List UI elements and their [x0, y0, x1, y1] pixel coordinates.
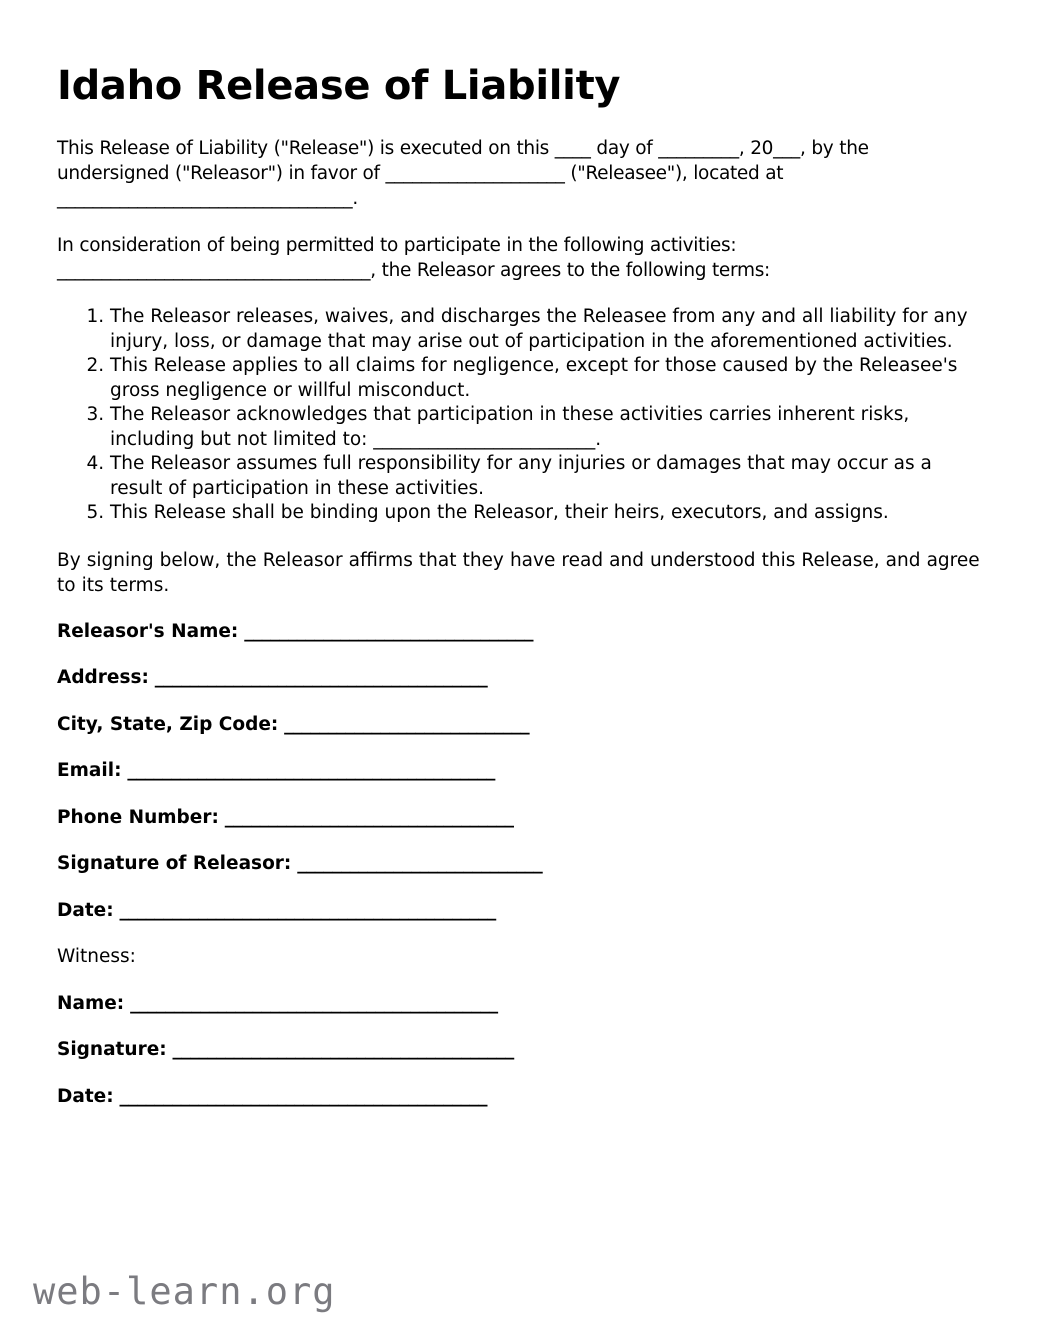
field-label: Signature of Releasor:: [57, 853, 292, 874]
field-label: Signature:: [57, 1039, 167, 1060]
consideration-paragraph: In consideration of being permitted to participate in the following activities: ___________________________________, the Releasor agrees to the following terms:: [57, 235, 770, 281]
field-label: Name:: [57, 992, 125, 1014]
field-email: [57, 759, 981, 783]
field-blank-line[interactable]: ____________________________: [284, 713, 530, 735]
field-city-state-zip: [57, 713, 981, 737]
field-witness-date: [57, 1085, 981, 1109]
field-address: [57, 666, 981, 690]
site-watermark: web-learn.org: [33, 1270, 336, 1313]
field-blank-line[interactable]: _________________________________: [224, 806, 514, 828]
field-label: Phone Number:: [57, 806, 219, 828]
intro-paragraph: This Release of Liability ("Release") is executed on this ____ day of _________, 20___, by the undersigned ("Releasor") in favor of ____________________ ("Releasee"), located at _________________________________.: [57, 138, 869, 209]
page-title: Idaho Release of Liability: [57, 63, 621, 109]
field-blank-line[interactable]: ___________________________________________: [119, 899, 496, 921]
witness-section-heading: Witness:: [57, 946, 136, 967]
field-signature-of-releasor: [57, 852, 981, 876]
list-item: 3. The Releasor acknowledges that participation in these activities carries inherent risks, including but not limited to: ________________________.: [110, 403, 981, 452]
field-label: Email:: [57, 760, 122, 781]
field-releasor-name: [57, 620, 981, 644]
field-phone-number: [57, 806, 981, 830]
field-blank-line[interactable]: _________________________________: [244, 620, 533, 642]
field-blank-line[interactable]: __________________________________________: [119, 1085, 488, 1107]
list-item: 5. This Release shall be binding upon the Releasor, their heirs, executors, and assigns.: [110, 501, 981, 526]
field-label: City, State, Zip Code:: [57, 713, 279, 735]
field-label: Address:: [57, 667, 149, 688]
field-label: Releasor's Name:: [57, 620, 239, 642]
field-label: Date:: [57, 899, 114, 921]
field-blank-line[interactable]: __________________________________________: [130, 992, 498, 1014]
list-item: 2. This Release applies to all claims for negligence, except for those caused by the Releasee's gross negligence or willful misconduct.: [110, 354, 981, 403]
field-witness-name: [57, 992, 981, 1016]
field-label: Date:: [57, 1085, 114, 1107]
field-witness-signature: [57, 1038, 981, 1062]
field-releasor-date: [57, 899, 981, 923]
field-blank-line[interactable]: _______________________________________: [172, 1039, 514, 1060]
list-item: 4. The Releasor assumes full responsibility for any injuries or damages that may occur as a result of participation in these activities.: [110, 452, 981, 501]
field-blank-line[interactable]: __________________________________________: [127, 760, 495, 781]
field-blank-line[interactable]: ______________________________________: [154, 667, 488, 688]
affirmation-paragraph: By signing below, the Releasor affirms that they have read and understood this Release, and agree to its terms.: [57, 549, 980, 596]
document-body: [57, 62, 981, 1131]
field-blank-line[interactable]: ____________________________: [297, 853, 543, 874]
terms-list: [57, 305, 981, 526]
list-item: 1. The Releasor releases, waives, and discharges the Releasee from any and all liability for any injury, loss, or damage that may arise out of participation in the aforementioned activities.: [110, 305, 981, 354]
